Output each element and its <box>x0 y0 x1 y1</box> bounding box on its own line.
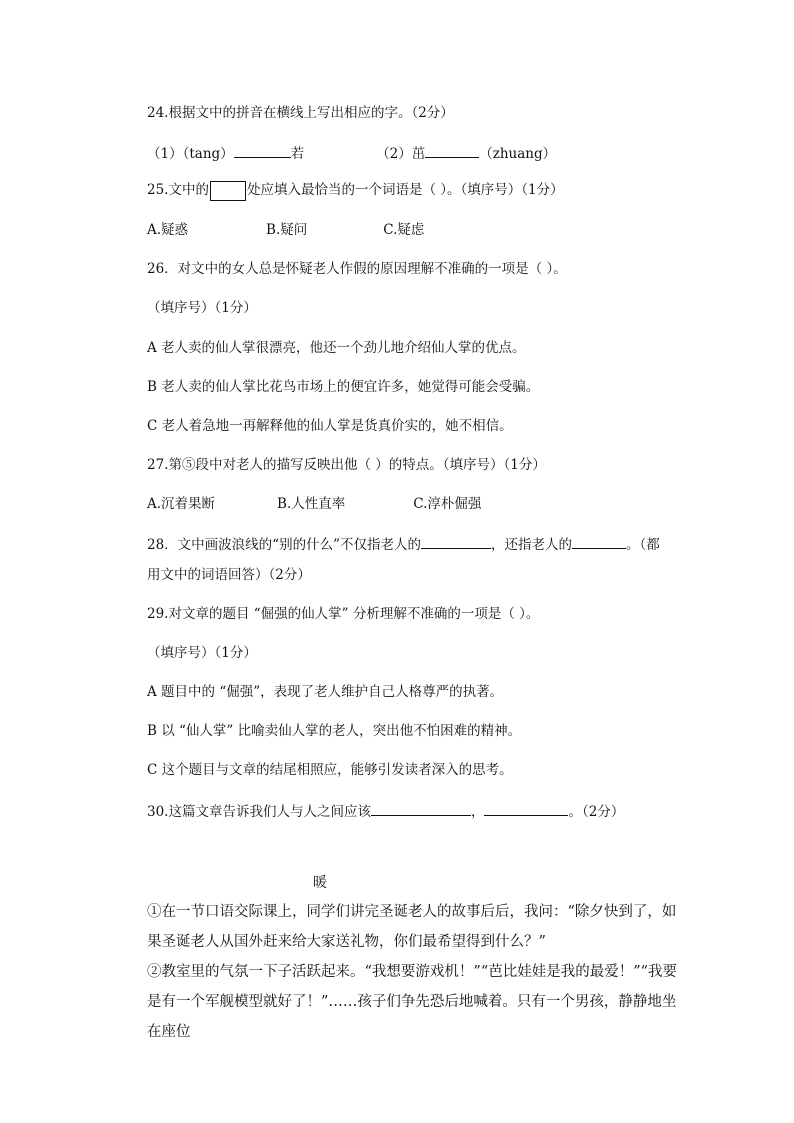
q30-prefix: 30.这篇文章告诉我们人与人之间应该 <box>147 804 371 820</box>
q24-item1-prefix: （1）（tang） <box>147 146 234 162</box>
passage-title: 暖 <box>313 875 327 891</box>
q25-stem <box>147 180 564 201</box>
q25-option-a: A.疑惑 <box>147 222 189 238</box>
q26-note: （填序号）（1分） <box>147 300 257 316</box>
q25-answer-box[interactable] <box>210 181 246 201</box>
passage-paragraph-1: ①在一节口语交际课上，同学们讲完圣诞老人的故事后后，我问：“除夕快到了，如果圣诞老人从国外赶来给大家送礼物，你们最希望得到什么？” <box>147 904 677 950</box>
q29-option-b: B 以 “仙人掌” 比喻卖仙人掌的老人，突出他不怕困难的精神。 <box>147 723 522 739</box>
q27-option-a: A.沉着果断 <box>147 496 216 512</box>
passage-paragraph-2: ②教室里的气氛一下子活跃起来。“我想要游戏机！”“芭比娃娃是我的最爱！”“我要是有一个军舰模型就好了！”……孩子们争先恐后地喊着。只有一个男孩，静静地坐在座位 <box>147 964 678 1040</box>
q28-line2: 用文中的词语回答）（2分） <box>147 567 311 583</box>
q24-item2-prefix: （2）茁 <box>376 146 426 162</box>
q27-stem: 27.第⑤段中对老人的描写反映出他（ ）的特点。（填序号）（1分） <box>147 457 546 473</box>
q29-option-a: A 题目中的 “倔强”，表现了老人维护自己人格尊严的执著。 <box>147 684 504 700</box>
q29-option-c: C 这个题目与文章的结尾相照应，能够引发读者深入的思考。 <box>147 762 513 778</box>
q27-option-b: B.人性直率 <box>277 496 346 512</box>
q30-blank-2[interactable] <box>484 800 568 816</box>
q29-stem: 29.对文章的题目 “倔强的仙人掌” 分析理解不准确的一项是（ ）。 <box>147 606 540 622</box>
q30-stem <box>147 800 624 822</box>
q26-option-a: A 老人卖的仙人掌很漂亮，他还一个劲儿地介绍仙人掌的优点。 <box>147 340 526 356</box>
q28-stem <box>147 533 660 555</box>
q25-option-b: B.疑问 <box>266 222 308 238</box>
q28-middle: ，还指老人的 <box>490 537 572 553</box>
q28-blank-1[interactable] <box>421 533 491 549</box>
q28-prefix: 28．文中画波浪线的“别的什么”不仅指老人的 <box>147 537 421 553</box>
q24-item2-suffix: （zhuang） <box>479 146 557 162</box>
q24-blank-2[interactable] <box>425 142 479 158</box>
q27-option-c: C.淳朴倔强 <box>413 496 482 512</box>
q24-blank-1[interactable] <box>234 142 291 158</box>
q26-stem: 26．对文中的女人总是怀疑老人作假的原因理解不准确的一项是（ ）。 <box>147 261 567 277</box>
q28-suffix: 。（都 <box>625 537 660 553</box>
q26-option-b: B 老人卖的仙人掌比花鸟市场上的便宜许多，她觉得可能会受骗。 <box>147 379 540 395</box>
q25-option-c: C.疑虑 <box>383 222 425 238</box>
q25-suffix: 处应填入最恰当的一个词语是（ ）。（填序号）（1分） <box>246 182 564 198</box>
q29-note: （填序号）（1分） <box>147 645 257 661</box>
q30-blank-1[interactable] <box>371 800 471 816</box>
q28-blank-2[interactable] <box>572 533 626 549</box>
q26-option-c: C 老人着急地一再解释他的仙人掌是货真价实的，她不相信。 <box>147 418 513 434</box>
q30-suffix: 。（2分） <box>568 804 625 820</box>
q24-items <box>147 142 556 164</box>
q25-prefix: 25.文中的 <box>147 182 209 198</box>
q24-item1-suffix: 若 <box>290 146 305 162</box>
q25-options <box>147 220 424 240</box>
q24-stem: 24.根据文中的拼音在横线上写出相应的字。（2分） <box>147 105 454 121</box>
q30-middle: ， <box>470 804 485 820</box>
q27-options <box>147 494 481 514</box>
